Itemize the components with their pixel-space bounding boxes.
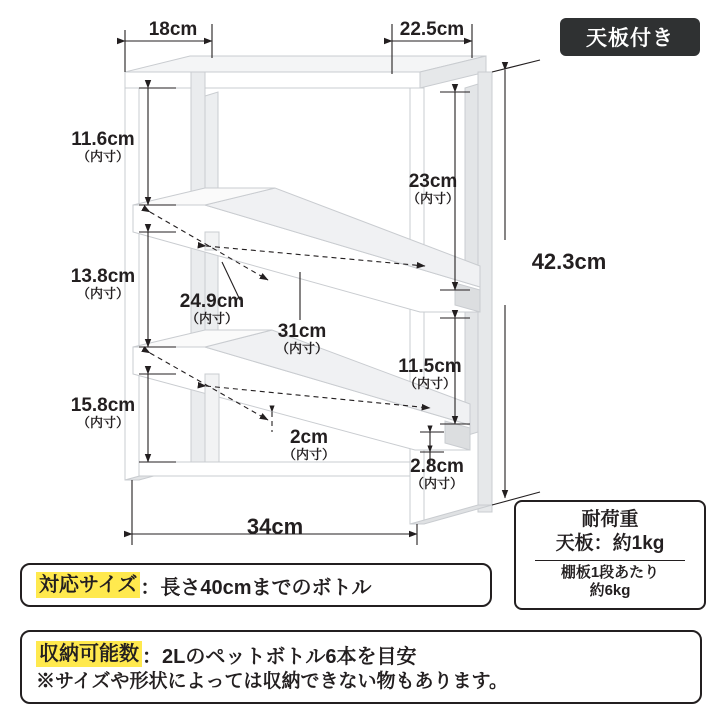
storage-note: ※サイズや形状によっては収納できない物もあります。 (36, 670, 508, 692)
dim-right-23: 23cm （内寸） (406, 171, 459, 206)
load-capacity-title: 耐荷重 (581, 509, 639, 530)
dim-top-width: 18cm (148, 19, 198, 40)
dim-inner-1: 11.6cm （内寸） (71, 129, 135, 164)
storage-count-box (20, 630, 702, 704)
dim-right-11-5: 11.5cm （内寸） (398, 356, 462, 391)
supported-size-label: 対応サイズ (36, 572, 140, 598)
dim-total-width: 34cm (246, 514, 304, 539)
dim-inner-3: 15.8cm （内寸） (70, 395, 136, 430)
supported-size-value: ：長さ40cmまでのボトル (140, 576, 372, 599)
dim-total-height: 42.3cm (531, 249, 607, 274)
badge-label: 天板付き (586, 27, 674, 50)
storage-count-value: ：2Lのペットボトル6本を目安 (142, 645, 417, 668)
load-capacity-top: 天板：約1kg (555, 532, 665, 554)
dim-right-2-8: 2.8cm （内寸） (410, 456, 464, 491)
load-capacity-shelf-line2: 約6kg (589, 582, 631, 600)
load-capacity-box (514, 500, 706, 610)
dim-small-2: 2cm （内寸） (282, 427, 335, 462)
load-capacity-shelf-line1: 棚板1段あたり (560, 564, 660, 582)
top-board-badge (560, 18, 700, 56)
dim-diag-31: 31cm （内寸） (275, 321, 328, 356)
dim-top-depth: 22.5cm (399, 19, 465, 40)
storage-count-label: 収納可能数 (36, 641, 142, 667)
supported-size-box (20, 563, 492, 607)
divider (535, 560, 685, 561)
dim-inner-2: 13.8cm （内寸） (70, 266, 136, 301)
dim-diag-24-9: 24.9cm （内寸） (179, 291, 245, 326)
